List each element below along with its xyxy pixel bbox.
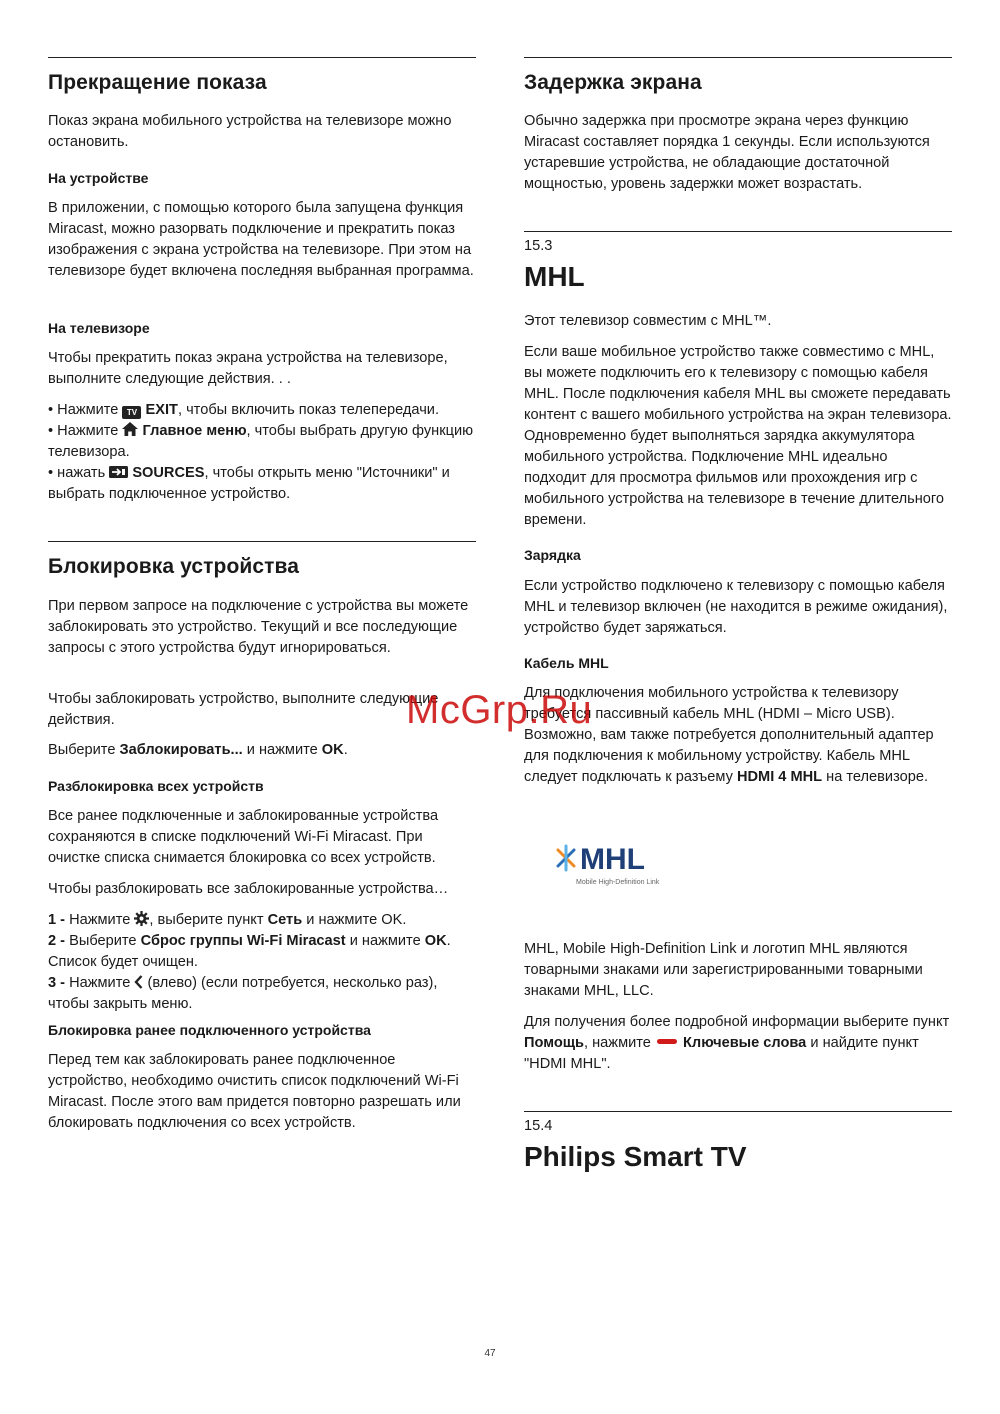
paragraph: При первом запросе на подключение с устройства вы можете заблокировать это устройство. Текущий и все последующие запросы с этого устройства будут игнорироваться. [48, 598, 469, 656]
paragraph: Выберите Заблокировать... и нажмите OK. [48, 742, 348, 758]
section-number: 15.4 [524, 1118, 553, 1134]
subheading-on-tv: На телевизоре [48, 320, 150, 336]
paragraph: Для получения более подробной информации выберите пункт Помощь, нажмите Ключевые слова и найдите пункт "HDMI MHL". [524, 1014, 950, 1072]
paragraph: Обычно задержка при просмотре экрана через функцию Miracast составляет порядка 1 секунды. Если используются устаревшие устройства, не обладающие достаточной мощностью, уровень задержки может возрастать. [524, 113, 930, 192]
step-1: 1 - Нажмите , выберите пункт Сеть и нажмите OK. [48, 912, 407, 928]
subheading-charging: Зарядка [524, 547, 581, 563]
tv-key-icon: TV [122, 406, 141, 419]
section-rule [524, 1111, 952, 1112]
bullet-home: • Нажмите Главное меню, чтобы выбрать другую функцию телевизора. [48, 423, 474, 460]
mhl-logo-mark [556, 840, 716, 890]
paragraph: Если ваше мобильное устройство также совместимо с MHL, вы можете подключить его к телевизору с помощью кабеля MHL. После подключения кабеля MHL вы сможете передавать контент с вашего мобильного устройства на экран телевизора. Одновременно будет выполняться зарядка аккумулятора мобильного устройства. Подключение MHL идеально подходит для просмотра фильмов или прохождения игр с мобильного устройства на телевизоре в течение длительного времени. [524, 344, 952, 528]
red-color-key-icon [657, 1039, 677, 1044]
subheading-mhl-cable: Кабель MHL [524, 655, 609, 671]
paragraph: Чтобы прекратить показ экрана устройства на телевизоре, выполните следующие действия. . . [48, 350, 448, 387]
paragraph: Этот телевизор совместим с MHL™. [524, 313, 772, 329]
paragraph: В приложении, с помощью которого была запущена функция Miracast, можно разорвать подключение и прекратить показ изображения с экрана устройства на телевизоре. При этом на телевизоре будет включена последняя выбранная программа. [48, 200, 474, 279]
section-title-screen-delay: Задержка экрана [524, 71, 702, 94]
paragraph: Чтобы заблокировать устройство, выполните следующие действия. [48, 691, 439, 728]
step-2: 2 - Выберите Сброс группы Wi-Fi Miracast и нажмите OK. Список будет очищен. [48, 933, 451, 970]
chapter-title-philips-smart-tv: Philips Smart TV [524, 1141, 747, 1172]
chapter-title-mhl: MHL [524, 261, 585, 292]
watermark: McGrp.Ru [406, 688, 593, 732]
gear-icon [134, 911, 149, 926]
section-number: 15.3 [524, 238, 553, 254]
paragraph: Все ранее подключенные и заблокированные устройства сохраняются в списке подключений Wi-Fi Miracast. При очистке списка снимается блокировка со всех устройств. [48, 808, 439, 866]
steps-list [48, 910, 476, 1015]
sources-icon [109, 465, 128, 479]
bullet-exit: • Нажмите TV EXIT, чтобы включить показ телепередачи. [48, 402, 440, 418]
paragraph: Чтобы разблокировать все заблокированные устройства… [48, 881, 449, 897]
paragraph: Если устройство подключено к телевизору с помощью кабеля MHL и телевизор включен (не находится в режиме ожидания), устройство будет заряжаться. [524, 578, 948, 636]
bullet-sources: • нажать SOURCES, чтобы открыть меню "Источники" и выбрать подключенное устройство. [48, 465, 450, 502]
bullet-list [48, 400, 476, 505]
paragraph: Показ экрана мобильного устройства на телевизоре можно остановить. [48, 113, 452, 150]
section-title-stop-cast: Прекращение показа [48, 71, 267, 94]
subheading-on-device: На устройстве [48, 170, 149, 186]
mhl-logo-text: MHL [580, 843, 645, 876]
step-3: 3 - Нажмите (влево) (если потребуется, несколько раз), чтобы закрыть меню. [48, 975, 438, 1012]
paragraph: MHL, Mobile High-Definition Link и логотип MHL являются товарными знаками или зарегистрированными товарными знаками MHL, LLC. [524, 941, 923, 999]
home-icon [122, 422, 138, 437]
chevron-left-icon [134, 975, 143, 989]
section-rule [48, 57, 476, 58]
subheading-block-previous: Блокировка ранее подключенного устройства [48, 1022, 371, 1038]
section-rule [48, 541, 476, 542]
mhl-logo-subtext: Mobile High-Definition Link [576, 879, 660, 886]
paragraph: Для подключения мобильного устройства к телевизору требуется пассивный кабель MHL (HDMI – Micro USB). Возможно, вам также потребуется дополнительный адаптер для подключения к мобильному устройству. Кабель MHL следует подключать к разъему HDMI 4 MHL на телевизоре. [524, 685, 934, 785]
section-title-block-device: Блокировка устройства [48, 555, 300, 578]
subheading-unblock-all: Разблокировка всех устройств [48, 778, 264, 794]
section-rule [524, 57, 952, 58]
page-number: 47 [484, 1348, 496, 1359]
paragraph: Перед тем как заблокировать ранее подключенное устройство, необходимо очистить список подключений Wi-Fi Miracast. После этого вам придется повторно разрешать или блокировать подключения со всех устройств. [48, 1052, 461, 1131]
section-rule [524, 231, 952, 232]
mhl-logo [556, 840, 716, 890]
